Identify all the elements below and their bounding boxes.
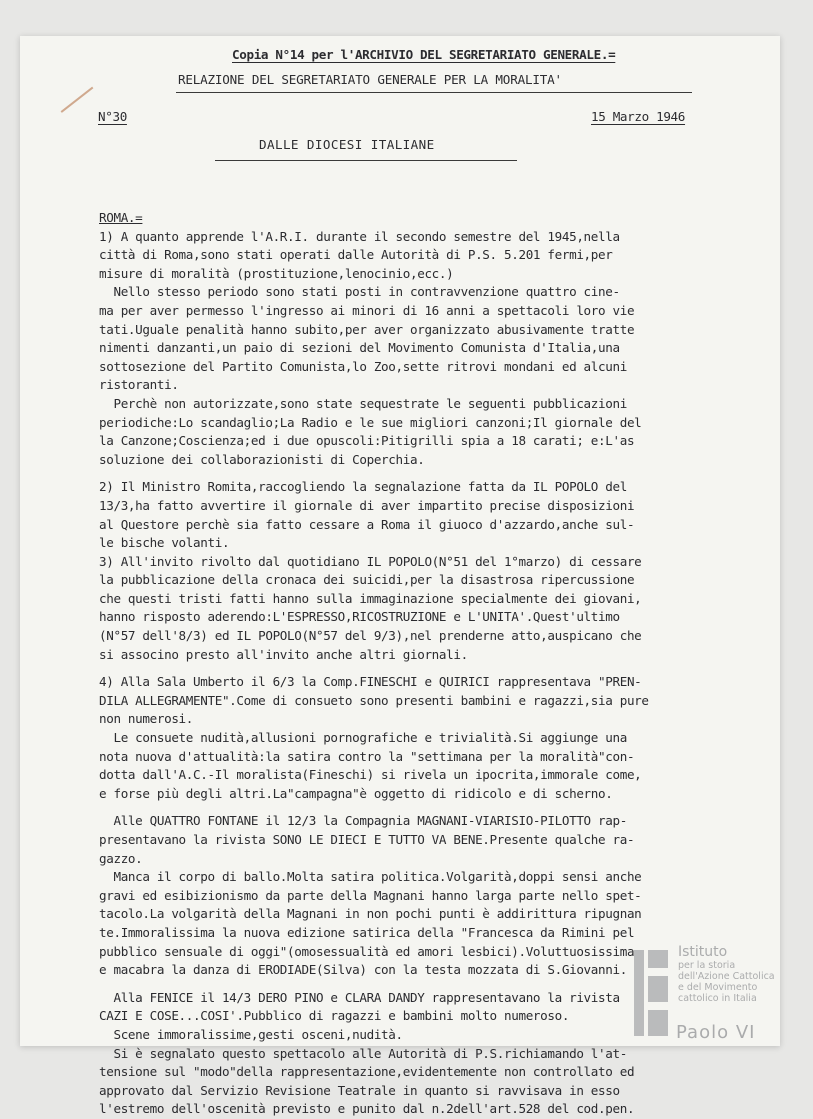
paragraph-gap: [99, 980, 649, 989]
text-line: Nello stesso periodo sono stati posti in contravvenzione quattro cine-: [99, 284, 620, 300]
text-line: Le consuete nudità,allusioni pornografiche e trivialità.Si aggiunge una: [99, 730, 627, 746]
watermark-text: [678, 944, 775, 1004]
text-line: nimenti danzanti,un paio di sezioni del Movimento Comunista d'Italia,una: [99, 340, 620, 356]
text-line: le bische volanti.: [99, 535, 230, 551]
text-line: Alla FENICE il 14/3 DERO PINO e CLARA DANDY rappresentavano la rivista: [99, 989, 620, 1005]
text-line: non numerosi.: [99, 711, 194, 727]
text-line: che questi tristi fatti hanno sulla immaginazione specialmente dei giovani,: [99, 590, 642, 606]
text-line: ma per aver permesso l'ingresso ai minori di 16 anni a spettacoli loro vie: [99, 302, 635, 318]
text-line: soluzione dei collaborazionisti di Coperchia.: [99, 451, 425, 467]
paragraph-gap: [99, 469, 649, 478]
title-underline: [176, 92, 692, 93]
report-date: 15 Marzo 1946: [591, 109, 686, 124]
archive-copy-line: Copia N°14 per l'ARCHIVIO DEL SEGRETARIATO GENERALE.=: [232, 47, 616, 62]
text-line: Manca il corpo di ballo.Molta satira politica.Volgarità,doppi sensi anche: [99, 869, 642, 885]
text-line: al Questore perchè sia fatto cessare a Roma il giuoco d'azzardo,anche sul-: [99, 516, 635, 532]
text-line: ristoranti.: [99, 377, 179, 393]
text-line: tacolo.La volgarità della Magnani in non pochi punti è addirittura ripugnan: [99, 906, 642, 922]
section-title: DALLE DIOCESI ITALIANE: [259, 137, 435, 152]
watermark-line: dell'Azione Cattolica: [678, 971, 775, 982]
archive-watermark: [632, 944, 782, 1054]
text-line: pubblico sensuale di oggi"(omosessualità ed amori lesbici).Voluttuosissima: [99, 943, 635, 959]
text-line: e macabra la danza di ERODIADE(Silva) con la testa mozzata di S.Giovanni.: [99, 962, 627, 978]
report-body: [99, 209, 649, 1119]
text-line: la Canzone;Coscienza;ed i due opuscoli:Pitigrilli spia a 18 carati; e:L'as: [99, 433, 635, 449]
typewritten-page: [20, 36, 780, 1117]
text-line: e forse più degli altri.La"campagna"è oggetto di ridicolo e di scherno.: [99, 785, 613, 801]
paragraph-gap: [99, 664, 649, 673]
watermark-line: Istituto: [678, 944, 728, 960]
watermark-line: cattolico in Italia: [678, 993, 757, 1004]
text-line: presentavano la rivista SONO LE DIECI E TUTTO VA BENE.Presente qualche ra-: [99, 832, 635, 847]
text-line: (N°57 dell'8/3) ed IL POPOLO(N°57 del 9/3),nel prenderne atto,auspicano che: [99, 628, 642, 644]
watermark-name: Paolo VI: [676, 1022, 756, 1043]
text-line: gravi ed esibizionismo da parte della Magnani hanno larga parte nello spet-: [99, 887, 642, 903]
institute-logo: [632, 950, 674, 1040]
text-line: tati.Uguale penalità hanno subito,per aver organizzato abusivamente tratte: [99, 321, 635, 337]
text-line: la pubblicazione della cronaca dei suicidi,per la disastrosa ripercussione: [99, 572, 635, 588]
text-line: 1) A quanto apprende l'A.R.I. durante il secondo semestre del 1945,nella: [99, 228, 620, 244]
text-line: città di Roma,sono stati operati dalle Autorità di P.S. 5.201 fermi,per: [99, 247, 613, 263]
text-line: si associno presto all'invito anche altri giornali.: [99, 646, 468, 662]
watermark-line: e del Movimento: [678, 982, 758, 993]
text-line: Perchè non autorizzate,sono state sequestrate le seguenti pubblicazioni: [99, 395, 627, 411]
text-line: dotta dall'A.C.-Il moralista(Fineschi) si rivela un ipocrita,immorale come,: [99, 767, 642, 783]
text-line: tensione sul "modo"della rappresentazione,evidentemente non controllato ed: [99, 1064, 635, 1080]
text-line: hanno risposto aderendo:L'ESPRESSO,RICOSTRUZIONE e L'UNITA'.Quest'ultimo: [99, 609, 620, 625]
text-line: periodiche:Lo scandaglio;La Radio e le sue migliori canzoni;Il giornale del: [99, 414, 642, 430]
report-title: RELAZIONE DEL SEGRETARIATO GENERALE PER LA MORALITA': [178, 72, 562, 87]
report-number: N°30: [98, 109, 127, 124]
text-line: 4) Alla Sala Umberto il 6/3 la Comp.FINESCHI e QUIRICI rappresentava "PREN-: [99, 674, 642, 690]
section-underline: [215, 160, 517, 161]
text-line: ROMA.=: [99, 210, 143, 225]
text-line: DILA ALLEGRAMENTE".Come di consueto sono presenti bambini e ragazzi,sia pure: [99, 692, 649, 708]
paragraph-gap: [99, 803, 649, 812]
text-line: 13/3,ha fatto avvertire il giornale di aver impartito precise disposizioni: [99, 497, 635, 513]
text-line: approvato dal Servizio Revisione Teatrale in quanto si ravvisava in esso: [99, 1082, 620, 1098]
watermark-line: per la storia: [678, 960, 736, 971]
text-line: Alle QUATTRO FONTANE il 12/3 la Compagnia MAGNANI-VIARISIO-PILOTTO rap-: [99, 813, 627, 829]
text-line: te.Immoralissima la nuova edizione satirica della "Francesca da Rimini pel: [99, 924, 635, 940]
text-line: nota nuova d'attualità:la satira contro la "settimana per la moralità"con-: [99, 748, 635, 764]
text-line: 2) Il Ministro Romita,raccogliendo la segnalazione fatta da IL POPOLO del: [99, 479, 627, 495]
text-line: sottosezione del Partito Comunista,lo Zoo,sette ritrovi mondani ed alcuni: [99, 358, 627, 374]
text-line: CAZI E COSE...COSI'.Pubblico di ragazzi e bambini molto numeroso.: [99, 1008, 570, 1024]
text-line: 3) All'invito rivolto dal quotidiano IL POPOLO(N°51 del 1°marzo) di cessare: [99, 553, 642, 569]
text-line: gazzo.: [99, 850, 143, 866]
text-line: Scene immoralissime,gesti osceni,nudità.: [99, 1026, 403, 1042]
text-line: Si è segnalato questo spettacolo alle Autorità di P.S.richiamando l'at-: [99, 1045, 627, 1061]
text-line: misure di moralità (prostituzione,lenocinio,ecc.): [99, 265, 454, 281]
text-line: l'estremo dell'oscenità previsto e punito dal n.2dell'art.528 del cod.pen.: [99, 1101, 635, 1117]
